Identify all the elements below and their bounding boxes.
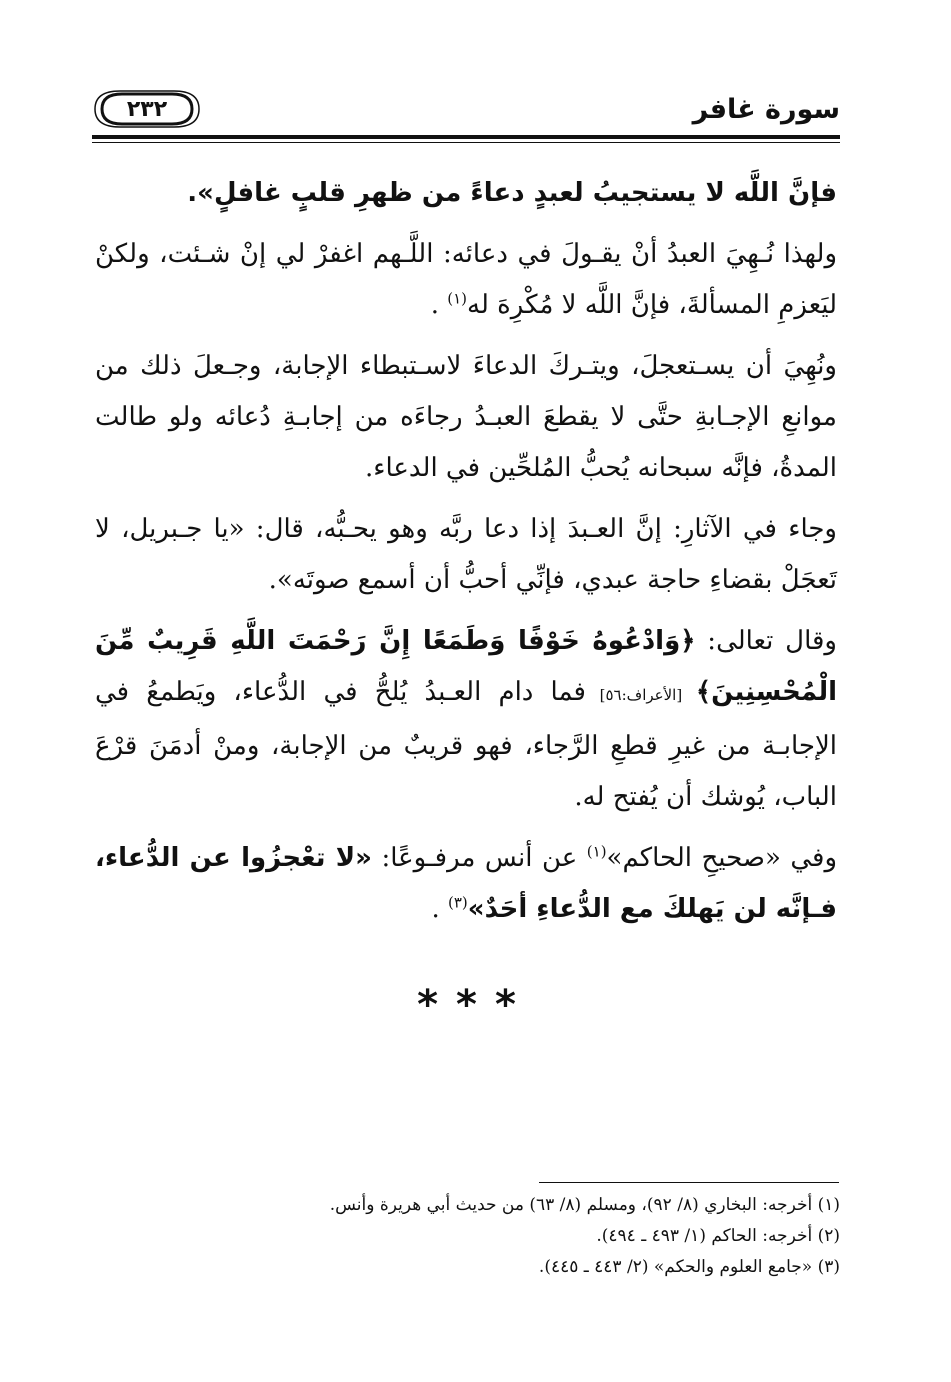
paragraph-6 bbox=[95, 833, 837, 935]
paragraph-4: وجاء في الآثارِ: إنَّ العـبدَ إذا دعا ربَّه وهو يحـبُّه، قال: «يا جـبريل، لا تَعجَلْ بقضاءِ حاجة عبدي، فإنِّي أحبُّ أن أسمع صوتَه». bbox=[95, 514, 837, 595]
footnote-marker-2: (١) bbox=[586, 842, 607, 861]
footnote-marker-3: (٣) bbox=[448, 893, 468, 912]
paragraph-5-text: فما دام العـبدُ يُلحُّ في الدُّعاء، ويَطمعُ في الإجابـة من غيرِ قطعِ الرَّجاء، فهو قريبٌ من الإجابة، ومنْ أدمَنَ قرْعَ الباب، يُوشك أن يُفتح له. bbox=[95, 677, 837, 812]
surah-title: سورة غافر bbox=[692, 94, 840, 125]
paragraph-3: ونُهِيَ أن يسـتعجلَ، ويتـركَ الدعاءَ لاسـتبطاء الإجابة، وجـعلَ ذلك من موانعِ الإجـابةِ حتَّى لا يقطعَ العبـدُ رجاءَه من إجابـةِ دُعائه ولو طالت المدةُ، فإنَّه سبحانه يُحبُّ المُلحِّين في الدعاء. bbox=[95, 351, 837, 483]
paragraph-6-mid: عن أنس مرفـوعًا: bbox=[371, 843, 587, 873]
header-rule-thick bbox=[92, 135, 840, 139]
page-number-badge bbox=[92, 90, 202, 128]
footnote-2: (٢) أخرجه: الحاكم (١/ ٤٩٣ ـ ٤٩٤). bbox=[596, 1226, 840, 1246]
footnote-rule bbox=[539, 1182, 839, 1183]
paragraph-2-text: ولهذا نُـهِيَ العبدُ أنْ يقـولَ في دعائه: اللَّـهم اغفرْ لي إنْ شـئت، ولكنْ ليَعزمِ المسألةَ، فإنَّ اللَّه لا مُكْرِهَ له bbox=[95, 239, 837, 320]
paragraph-6-end: . bbox=[431, 894, 448, 924]
footnote-marker-1: (١) bbox=[447, 289, 468, 308]
paragraph-2 bbox=[95, 229, 837, 331]
header-rule-thin bbox=[92, 142, 840, 143]
paragraph-6-intro: وفي «صحيحِ الحاكم» bbox=[606, 843, 838, 873]
paragraph-1: فإنَّ اللَّه لا يستجيبُ لعبدٍ دعاءً من ظهرِ قلبٍ غافلٍ». bbox=[187, 178, 837, 208]
paragraph-5-intro: وقال تعالى: bbox=[695, 626, 837, 656]
body-text bbox=[95, 168, 837, 945]
verse-reference: [الأعراف:٥٦] bbox=[585, 686, 696, 704]
footnotes bbox=[95, 1190, 840, 1283]
hadith-quote: «لا تعْجزُوا عن الدُّعاء، فـإنَّه لن يَهلكَ مع الدُّعاءِ أحَدٌ» bbox=[95, 843, 837, 924]
page-number: ٢٣٢ bbox=[126, 96, 168, 122]
section-separator: *** bbox=[417, 982, 534, 1028]
paragraph-5 bbox=[95, 616, 837, 823]
footnote-3: (٣) «جامع العلوم والحكم» (٢/ ٤٤٣ ـ ٤٤٥). bbox=[538, 1257, 840, 1277]
quran-verse: ﴿وَادْعُوهُ خَوْفًا وَطَمَعًا إِنَّ رَحْمَتَ اللَّهِ قَرِيبٌ مِّنَ الْمُحْسِنِينَ﴾ bbox=[95, 626, 838, 707]
paragraph-2-end: . bbox=[430, 290, 448, 320]
footnote-1: (١) أخرجه: البخاري (٨/ ٩٢)، ومسلم (٨/ ٦٣) من حديث أبي هريرة وأنس. bbox=[329, 1195, 840, 1215]
